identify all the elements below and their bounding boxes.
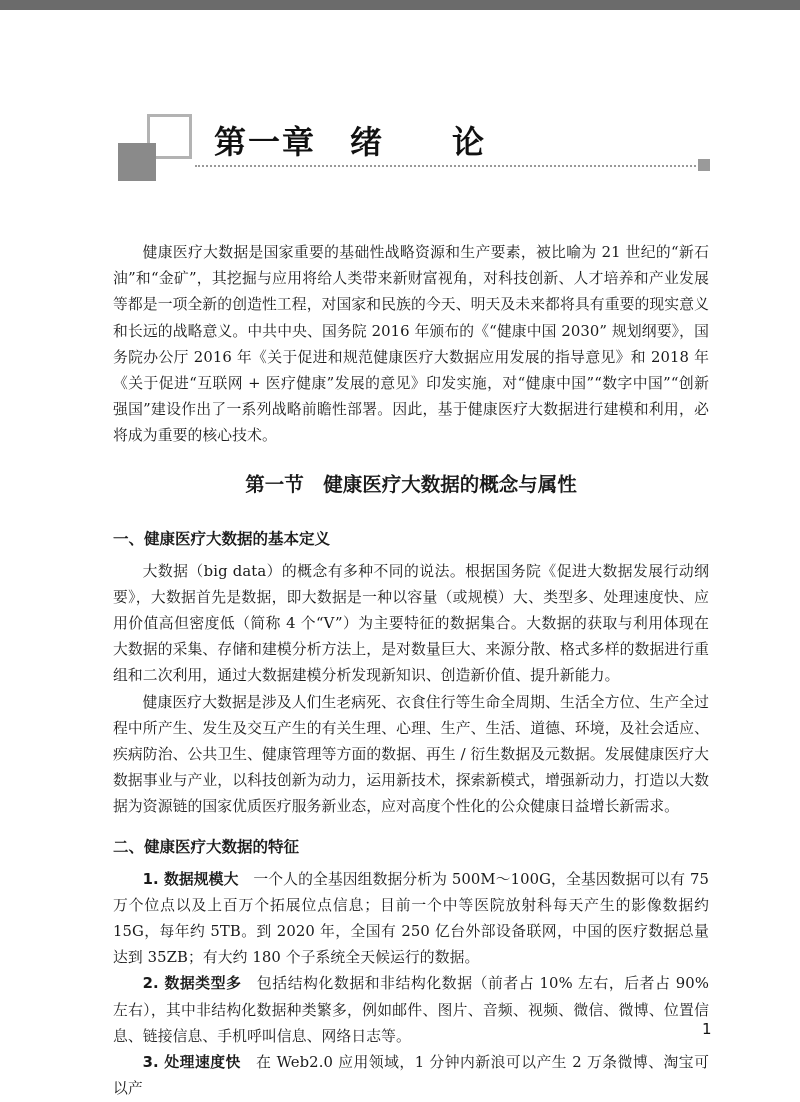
chapter-rule-end-square (698, 159, 710, 171)
definition-paragraph-1: 大数据（big data）的概念有多种不同的说法。根据国务院《促进大数据发展行动纲要》，大数据首先是数据，即大数据是一种以容量（或规模）大、类型多、处理速度快、应用价值高但密度低（简称 4 个“V”）为主要特征的数据集合。大数据的获取与利用体现在大数据的采集、存储和建模分析方法上，是对数量巨大、来源分散、格式多样的数据进行重组和二次利用，通过大数据建模分析发现新知识、创造新价值、提升新能力。 (113, 562, 709, 685)
chapter-decoration-filled-square (118, 143, 156, 181)
section-title: 第一节 健康医疗大数据的概念与属性 (245, 472, 577, 496)
page-number: 1 (702, 1020, 712, 1038)
feature-item (113, 971, 709, 1050)
subheading-features: 二、健康医疗大数据的特征 (113, 837, 300, 856)
chapter-title: 第一章 绪 论 (214, 123, 487, 161)
intro-paragraph: 健康医疗大数据是国家重要的基础性战略资源和生产要素，被比喻为 21 世纪的“新石油”和“金矿”，其挖掘与应用将给人类带来新财富视角，对科技创新、人才培养和产业发展等都是一项全新的创造性工程，对国家和民族的今天、明天及未来都将具有重要的现实意义和长远的战略意义。中共中央、国务院 2016 年颁布的《“健康中国 2030” 规划纲要》，国务院办公厅 2016 年《关于促进和规范健康医疗大数据应用发展的指导意见》和 2018 年《关于促进“互联网 + 医疗健康”发展的意见》印发实施，对“健康中国”“数字中国”“创新强国”建设作出了一系列战略前瞻性部署。因此，基于健康医疗大数据进行建模和利用，必将成为重要的核心技术。 (113, 244, 709, 445)
feature-item-text: 在 Web2.0 应用领域，1 分钟内新浪可以产生 2 万条微博、淘宝可以产 (113, 1054, 709, 1098)
feature-item-text: 一个人的全基因组数据分析为 500M～100G，全基因数据可以有 75 万个位点以及上百万个拓展位点信息；目前一个中等医院放射科每天产生的影像数据约 15G，每年约 5TB。到 2020 年，全国有 250 亿台外部设备联网，中国的医疗数据总量达到 35ZB；有大约 180 个子系统全天候运行的数据。 (113, 870, 709, 967)
definition-paragraph-2: 健康医疗大数据是涉及人们生老病死、衣食住行等生命全周期、生活全方位、生产全过程中所产生、发生及交互产生的有关生理、心理、生产、生活、道德、环境，及社会适应、疾病防治、公共卫生、健康管理等方面的数据、再生 / 衍生数据及元数据。发展健康医疗大数据事业与产业，以科技创新为动力，运用新技术，探索新模式，增强新动力，打造以大数据为资源链的国家优质医疗服务新业态，应对高度个性化的公众健康日益增长新需求。 (113, 693, 709, 816)
top-border-strip (0, 0, 800, 10)
feature-item-lead: 3. 处理速度快 (142, 1054, 241, 1072)
page-content (113, 240, 709, 1102)
subheading-definition: 一、健康医疗大数据的基本定义 (113, 529, 331, 548)
feature-item-text: 包括结构化数据和非结构化数据（前者占 10% 左右，后者占 90% 左右），其中非结构化数据种类繁多，例如邮件、图片、音频、视频、微信、微博、位置信息、链接信息、手机呼叫信息、网络日志等。 (113, 975, 709, 1045)
feature-item (113, 867, 709, 972)
feature-item-lead: 1. 数据规模大 (142, 870, 239, 888)
chapter-title-rule (195, 165, 700, 167)
feature-item-lead: 2. 数据类型多 (142, 975, 242, 993)
feature-item (113, 1050, 709, 1102)
